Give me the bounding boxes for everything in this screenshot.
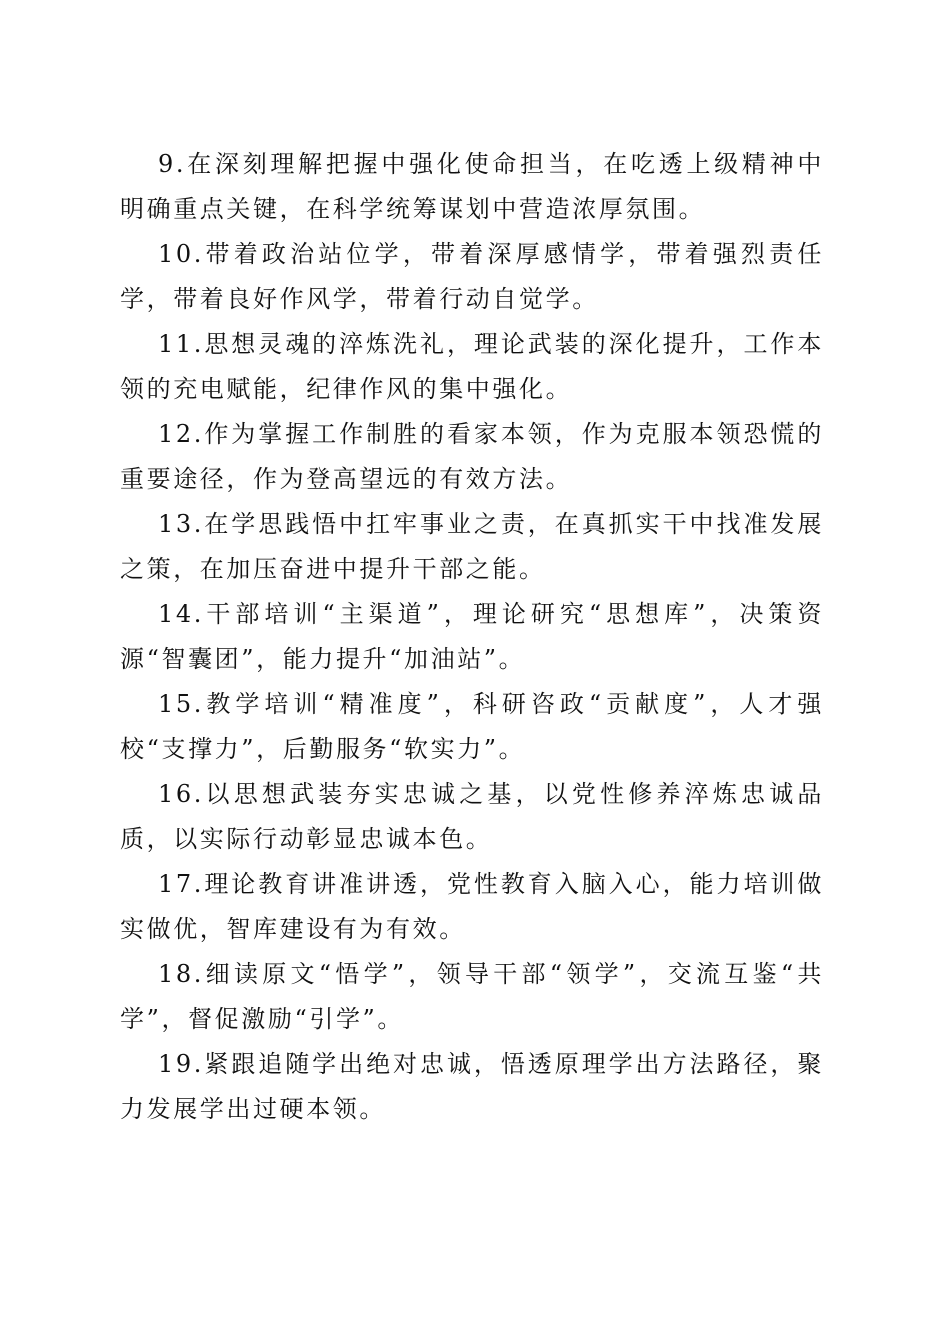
- paragraph-16: 16.以思想武装夯实忠诚之基，以党性修养淬炼忠诚品质，以实际行动彰显忠诚本色。: [120, 780, 824, 853]
- paragraph-17: 17.理论教育讲准讲透，党性教育入脑入心，能力培训做实做优，智库建设有为有效。: [120, 870, 824, 943]
- paragraph-18: 18.细读原文“悟学”，领导干部“领学”，交流互鉴“共学”，督促激励“引学”。: [120, 960, 824, 1033]
- paragraph-9: 9.在深刻理解把握中强化使命担当，在吃透上级精神中明确重点关键，在科学统筹谋划中营造浓厚氛围。: [120, 150, 824, 223]
- paragraph-11: 11.思想灵魂的淬炼洗礼，理论武装的深化提升，工作本领的充电赋能，纪律作风的集中强化。: [120, 330, 824, 403]
- document-body: [120, 142, 824, 1132]
- paragraph-10: 10.带着政治站位学，带着深厚感情学，带着强烈责任学，带着良好作风学，带着行动自觉学。: [120, 240, 824, 313]
- paragraph-13: 13.在学思践悟中扛牢事业之责，在真抓实干中找准发展之策，在加压奋进中提升干部之能。: [120, 510, 824, 583]
- paragraph-19: 19.紧跟追随学出绝对忠诚，悟透原理学出方法路径，聚力发展学出过硬本领。: [120, 1050, 824, 1123]
- paragraph-14: 14.干部培训“主渠道”，理论研究“思想库”，决策资源“智囊团”，能力提升“加油站”。: [120, 600, 824, 673]
- paragraph-12: 12.作为掌握工作制胜的看家本领，作为克服本领恐慌的重要途径，作为登高望远的有效方法。: [120, 420, 824, 493]
- paragraph-15: 15.教学培训“精准度”，科研咨政“贡献度”，人才强校“支撑力”，后勤服务“软实力”。: [120, 690, 824, 763]
